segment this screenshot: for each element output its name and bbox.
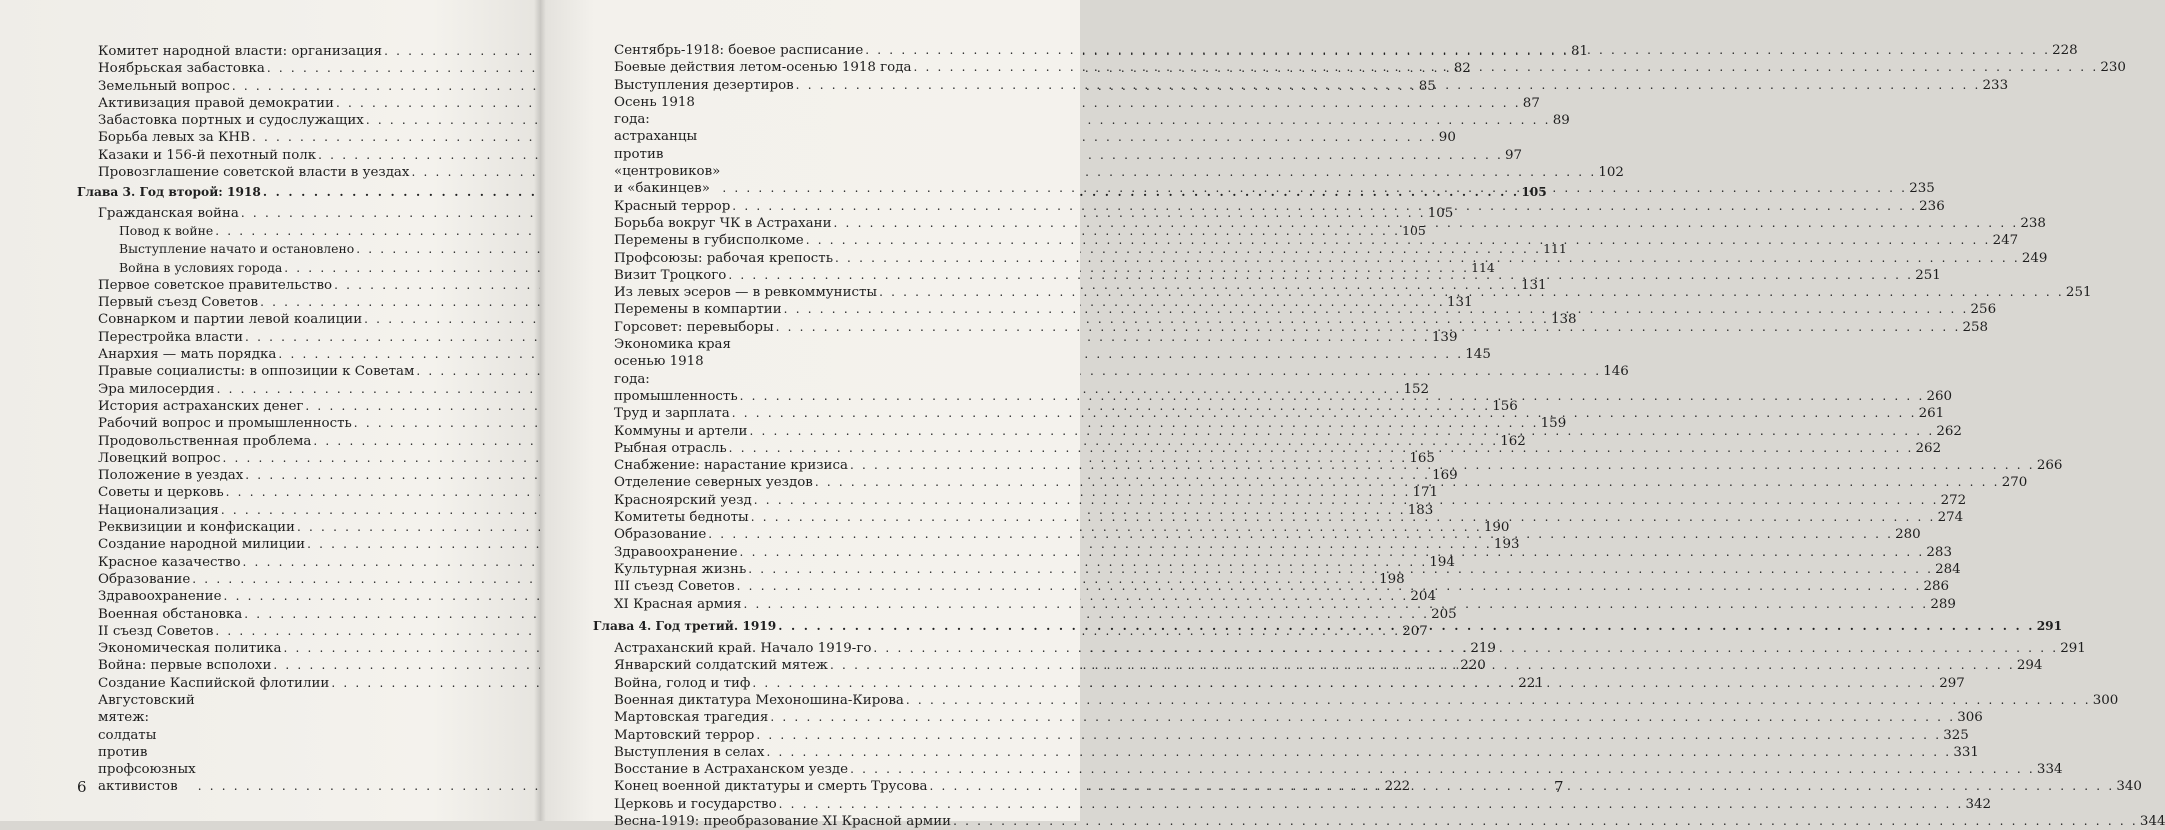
toc-entry-page: 219 [1470,641,1496,657]
toc-entry-title: Восстание в Астраханском уезде [614,762,849,778]
toc-entry-title: Земельный вопрос [98,78,230,94]
toc-entry-title: Первый съезд Советов [98,295,259,311]
dot-leader [904,692,2093,709]
toc-entry-title: Выступление начато и остановлено [119,241,355,257]
toc-entry-page: 238 [2020,215,2046,231]
dot-leader [735,578,1924,595]
dot-leader [764,744,1953,761]
toc-entry-title: Образование [614,527,707,543]
toc-entry-page: 85 [1418,78,1436,94]
toc-entry [593,727,1969,744]
toc-entry-page: 146 [1603,364,1629,380]
toc-entry-page: 222 [1384,779,1411,795]
toc-entry-title: Отделение северных уездов [614,475,813,491]
toc-entry-page: 97 [1505,147,1523,163]
toc-entry-page: 105 [1521,185,1547,200]
toc-entry-title: Визит Троцкого [614,267,727,283]
toc-entry-title: Казаки и 156-й пехотный полк [98,147,317,163]
toc-entry-title: XI Красная армия [614,596,742,612]
toc-entry-title: Гражданская война [98,205,239,221]
toc-entry-page: 284 [1935,561,1961,577]
dot-leader [738,388,1927,405]
toc-entry-title: Перемены в губисполкоме [614,233,804,249]
toc-entry-page: 159 [1540,416,1567,432]
dot-leader [752,492,1941,509]
toc-entry-title: Сентябрь-1918: боевое расписание [614,43,864,58]
toc-entry-title: Борьба вокруг ЧК в Астрахани [614,215,832,231]
toc-entry-title: Создание народной милиции [98,537,306,553]
toc-entry-title-line: профсоюзных активистов [98,762,196,795]
toc-entry-title: Комитеты бедноты [614,510,749,526]
toc-entry-title: Глава 4. Год третий. 1919 [593,618,777,633]
toc-entry-page: 162 [1500,433,1526,449]
dot-leader [828,657,2017,674]
toc-entry-page: 138 [1551,312,1577,328]
toc-entry-title-line: Осень 1918 года: астраханцы против [614,94,698,162]
toc-entry-title: Ноябрьская забастовка [98,61,265,77]
toc-entry-title: Культурная жизнь [614,561,747,577]
toc-entry-page: 325 [1943,727,1969,743]
dot-leader [738,544,1927,561]
dot-leader [746,561,1935,578]
toc-entry-page: 262 [1915,440,1942,456]
toc-entry [593,692,2119,709]
toc-entry-page: 81 [1570,44,1589,59]
dot-leader [813,474,2002,491]
toc-entry-page: 87 [1522,95,1540,111]
dot-leader [848,457,2037,474]
page-number-left: 6 [77,778,87,796]
toc-entry-title: Образование [98,571,191,587]
toc-entry-page: 82 [1453,61,1471,77]
toc-entry-title: Анархия — мать порядка [98,347,277,363]
toc-entry-page: 236 [1919,198,1945,214]
toc-entry-title [614,94,720,198]
dot-leader [726,267,1915,284]
dot-leader [832,215,2021,232]
dot-leader [741,596,1930,613]
toc-entry-page: 235 [1909,181,1935,197]
dot-leader [877,284,2066,301]
dot-leader [754,727,1943,744]
toc-entry-title [98,692,196,796]
dot-leader [777,796,1966,813]
dot-leader [863,42,2052,59]
dot-leader [720,180,1909,197]
dot-leader [804,232,1993,249]
toc-entry-page: 249 [2021,250,2048,266]
toc-entry-title: Ловецкий вопрос [98,450,221,466]
toc-entry-title: Первое советское правительство [98,277,333,293]
toc-entry-title-line: Августовский мятеж: солдаты против [98,692,195,760]
toc-entry-page: 205 [1431,606,1457,622]
toc-entry-page: 102 [1598,165,1624,181]
toc-entry-page: 300 [2092,692,2119,708]
toc-entry-page: 289 [1930,596,1956,612]
dot-leader [782,301,1971,318]
toc-entry-title: Выступления дезертиров [614,77,794,93]
toc-entry-page: 165 [1409,450,1435,466]
dot-leader [794,77,1983,94]
dot-leader [706,526,1895,543]
toc-entry-title: История астраханских денег [98,398,304,414]
book-gutter [534,0,546,821]
toc-entry-page: 156 [1492,398,1518,414]
toc-entry-page: 105 [1402,222,1426,238]
toc-entry-page: 233 [1982,77,2009,93]
toc-entry-page: 306 [1957,710,1983,726]
toc-entry-title: Горсовет: перевыборы [614,319,774,335]
toc-entry-title-line: «центровиков» и «бакинцев» [614,164,721,197]
toc-entry-page: 139 [1431,329,1458,345]
toc-entry-page: 280 [1895,527,1921,543]
toc-entry-title: Из левых эсеров — в ревкоммунисты [614,285,878,301]
toc-entry [77,363,1629,380]
toc-entry-title: Война, голод и тиф [614,675,751,691]
dot-leader [750,675,1939,692]
page-number-right: 7 [1554,778,1564,796]
toc-entry-page: 342 [1965,796,1992,812]
dot-leader [747,423,1936,440]
toc-entry-title: Мартовский террор [614,727,755,743]
toc-entry-title: Военная диктатура Мехоношина-Кирова [614,692,904,708]
toc-entry-page: 283 [1926,544,1952,560]
toc-entry-title: Красный террор [614,198,731,214]
toc-entry-title: Снабжение: нарастание кризиса [614,458,848,474]
toc-entry-title: Правые социалисты: в оппозиции к Советам [98,364,415,380]
toc-entry-title: Война в условиях города [119,259,283,275]
toc-entry-title: Красноярский уезд [614,492,752,508]
toc-entry-page: 294 [2016,658,2043,674]
toc-entry-title: Война: первые всполохи [98,658,272,674]
toc-entry-page: 230 [2100,60,2126,76]
toc-entry-page: 193 [1493,537,1520,553]
toc-entry-page: 256 [1970,302,1997,318]
toc-entry-title: Комитет народной власти: организация [98,44,383,59]
toc-entry-title: Перемены в компартии [614,302,782,318]
toc-entry-page: 266 [2036,458,2063,474]
toc-entry-page: 272 [1940,492,1967,508]
toc-entry-page: 171 [1412,485,1439,501]
toc-entry [593,796,1992,813]
toc-entry [77,95,1540,112]
toc-entry-page: 221 [1518,675,1544,691]
toc-entry-title-line: Экономика края осенью 1918 года: [614,337,731,387]
toc-entry [593,761,2063,778]
toc-entry-page: 204 [1410,589,1436,605]
toc-entry-title: II съезд Советов [98,623,214,639]
dot-leader [730,198,1919,215]
dot-leader [768,709,1957,726]
toc-entry-page: 190 [1483,520,1510,536]
toc-entry-page: 207 [1402,623,1428,639]
toc-entry-title: Мартовская трагедия [614,710,769,726]
toc-entry-title: Глава 3. Год второй: 1918 [77,185,261,200]
toc-entry-page: 220 [1460,658,1486,674]
toc-entry-title: Красное казачество [98,554,241,570]
toc-entry [77,606,1457,623]
toc-entry-page: 334 [2036,762,2063,778]
toc-entry-title: Выступления в селах [614,744,765,760]
toc-entry-page: 131 [1520,277,1547,293]
toc-entry-page: 340 [2116,779,2142,795]
toc-entry-title: Военная обстановка [98,606,243,622]
toc-entry-title: Национализация [98,502,219,518]
chapter-heading [77,184,1547,201]
toc-entry-page: 258 [1962,319,1989,335]
toc-entry-page: 344 [2139,814,2165,830]
toc-entry-title: Конец военной диктатуры и смерть Трусова [614,779,928,795]
toc-entry-page: 286 [1923,579,1950,595]
toc-entry-page: 251 [2065,285,2092,301]
toc-entry-title: Борьба левых за КНВ [98,130,250,146]
toc-entry-title: Здравоохранение [98,589,222,605]
toc-entry-page: 274 [1937,510,1964,526]
toc-entry-title: Продовольственная проблема [98,433,312,449]
toc-entry [77,147,1523,164]
toc-entry-title: Рабочий вопрос и промышленность [98,416,352,432]
toc-entry-page: 291 [2060,641,2086,657]
toc-entry-page: 260 [1926,388,1953,404]
toc-entry-title: Боевые действия летом-осенью 1918 года [614,60,912,76]
toc-entry-title: Коммуны и артели [614,423,748,439]
toc-entry [593,813,2165,830]
toc-entry-page: 261 [1918,406,1945,422]
toc-entry-title: Создание Каспийской флотилии [98,675,330,691]
toc-entry [77,112,1570,129]
toc-entry [77,129,1456,146]
toc-entry-page: 131 [1446,295,1473,311]
dot-leader [727,440,1916,457]
toc-entry-page: 183 [1407,502,1434,518]
toc-entry-title: Здравоохранение [614,544,738,560]
dot-leader [774,319,1963,336]
toc-entry-page: 114 [1471,259,1495,275]
toc-entry-title: Труд и зарплата [614,406,730,422]
toc-entry [593,709,1983,726]
toc-entry-title [614,336,738,405]
toc-entry-page: 331 [1953,744,1979,760]
toc-entry-page: 297 [1939,675,1965,691]
toc-entry [593,744,1979,761]
toc-entry-title: Весна-1919: преобразование XI Красной армии [614,814,952,830]
toc-entry-page: 262 [1936,423,1962,439]
toc-entry-title: Советы и церковь [98,485,224,501]
dot-leader [749,509,1938,526]
toc-entry-page: 111 [1543,241,1567,257]
toc-entry-page: 169 [1432,468,1458,484]
toc-entry-page: 90 [1438,130,1456,146]
dot-leader [833,250,2022,267]
toc-entry-title: Совнарком и партии левой коалиции [98,312,363,328]
toc-entry-title: Профсоюзы: рабочая крепость [614,250,834,266]
toc-entry-title: Январский солдатский мятеж [614,658,829,674]
toc-entry-title: Активизация правой демократии [98,95,334,111]
toc-entry-page: 89 [1552,113,1570,129]
toc-entry-title-line: промышленность [614,388,738,404]
toc-entry-title: III съезд Советов [614,579,735,595]
toc-entry-title: Церковь и государство [614,796,777,812]
dot-leader [927,778,2116,795]
dot-leader [776,618,2036,635]
toc-entry-page: 145 [1465,347,1491,363]
toc-entry [77,346,1491,363]
dot-leader [951,813,2140,830]
toc-entry-title: Провозглашение советской власти в уездах [98,165,410,181]
dot-leader [848,761,2037,778]
toc-entry-title: Экономическая политика [98,641,282,657]
toc-entry-page: 291 [2036,618,2063,633]
toc-entry-title: Реквизиции и конфискации [98,520,295,536]
toc-entry-title: Рыбная отрасль [614,440,727,456]
toc-entry-title: Перестройка власти [98,329,244,345]
toc-entry-page: 198 [1379,571,1405,587]
dot-leader [871,640,2060,657]
toc-entry-page: 105 [1427,205,1454,221]
toc-entry-page: 247 [1992,233,2019,249]
toc-entry-page: 228 [2052,43,2078,58]
toc-entry [77,329,1458,346]
toc-entry-page: 152 [1403,381,1430,397]
toc-entry-title: Астраханский край. Начало 1919-го [614,641,872,657]
toc-entry-title: Положение в уездах [98,468,244,484]
toc-entry-title: Забастовка портных и судослужащих [98,113,364,129]
toc-entry-page: 194 [1429,554,1455,570]
toc-entry-title: Эра милосердия [98,381,215,397]
dot-leader [730,405,1919,422]
toc-entry-page: 270 [2001,475,2028,491]
dot-leader [911,59,2100,76]
toc-entry-page: 251 [1915,267,1941,283]
toc-entry-title: Повод к войне [119,222,214,238]
